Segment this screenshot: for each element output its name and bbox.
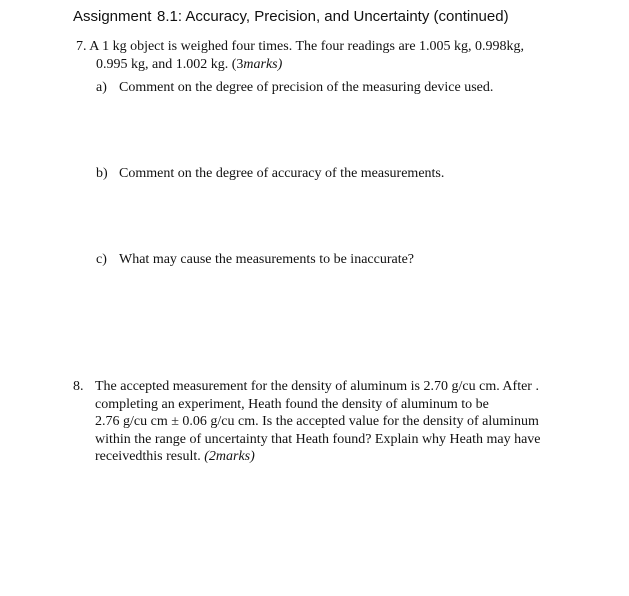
question-7-line-2 [96,56,282,74]
assignment-title: 8.1: Accuracy, Precision, and Uncertainty (continued) [157,8,509,25]
question-7-readings: 0.995 kg, and 1.002 kg. (3 [96,57,244,72]
page-header [73,8,509,25]
question-7a-text: Comment on the degree of precision of the measuring device used. [119,80,494,95]
question-8-body [95,378,541,466]
question-8-line-2: completing an experiment, Heath found the density of aluminum to be [95,396,489,412]
question-7c-text: What may cause the measurements to be inaccurate? [119,252,415,267]
assignment-label: Assignment [73,8,152,25]
question-7b-text: Comment on the degree of accuracy of the measurements. [119,166,445,181]
question-7b-label: b) [96,166,108,181]
question-7-line-1: 7. A 1 kg object is weighed four times. The four readings are 1.005 kg, 0.998kg, [76,39,525,54]
question-8-line-5-text: receivedthis result. [95,449,201,464]
question-8-line-5 [95,448,541,466]
question-8-line-3: 2.76 g/cu cm ± 0.06 g/cu cm. Is the accepted value for the density of aluminum [95,414,539,429]
question-8-number: 8. [73,379,84,394]
question-8-line-4: within the range of uncertainty that Heath found? Explain why Heath may have [95,431,541,447]
question-7c-label: c) [96,252,107,267]
question-7b [96,165,444,183]
question-7a [96,79,493,97]
question-7c [96,251,414,269]
question-7-marks: marks) [243,57,283,72]
question-7a-label: a) [96,80,107,95]
question-8-line-1: The accepted measurement for the density of aluminum is 2.70 g/cu cm. After . [95,379,539,394]
question-8-marks: (2marks) [204,449,255,464]
